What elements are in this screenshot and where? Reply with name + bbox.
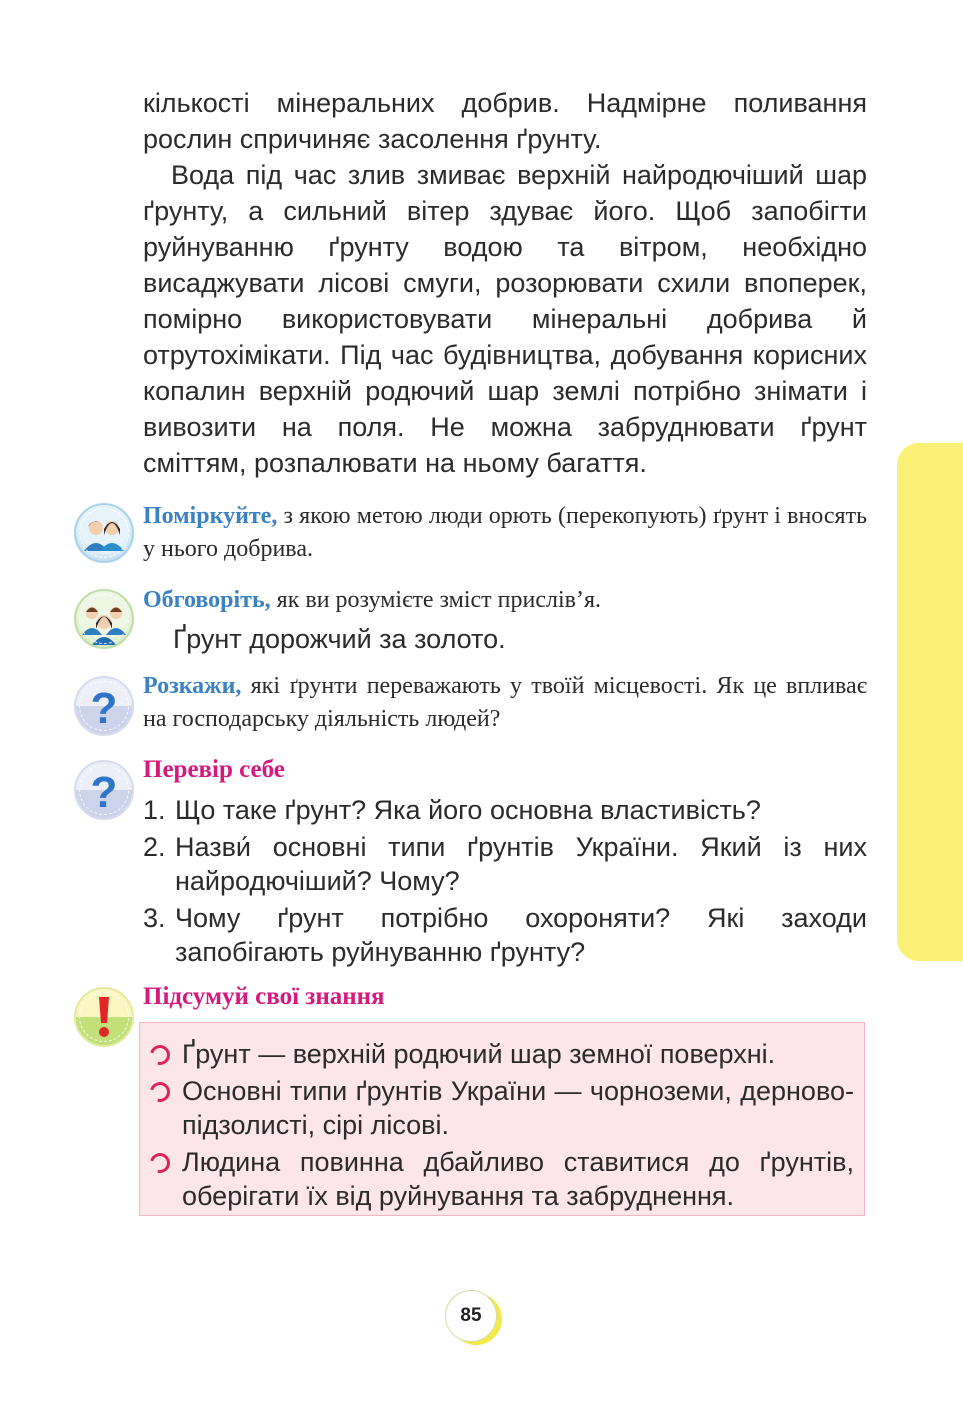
list-item: Основні типи ґрунтів України — чорноземи, дерново-підзолисті, сірі лісові. xyxy=(140,1074,854,1142)
summary-heading: Підсумуй свої знання xyxy=(143,983,385,1010)
pupils-group-icon xyxy=(74,589,134,649)
task-text: які ґрунти переважають у твоїй місцевості. Як це впливає на господарську діяльність людей? xyxy=(143,673,867,732)
check-questions xyxy=(143,793,867,972)
yellow-page-tab xyxy=(897,443,963,961)
task-tell xyxy=(143,670,867,736)
list-item: Ґрунт — верхній родючий шар земної поверхні. xyxy=(140,1037,854,1071)
exclamation-mark-icon xyxy=(74,987,134,1047)
task-text: як ви розумієте зміст прислів’я. xyxy=(276,587,601,613)
svg-text:?: ? xyxy=(90,684,118,733)
paragraph: Вода під час злив змиває верхній найродючіший шар ґрунту, а сильний вітер здуває його. Щоб запобігти руйнуванню ґрунту водою та вітром, необхідно висаджувати лісові смуги, розорювати схили впоперек, помірно використовувати мінеральні добрива й отрутохімікати. Під час будівництва, добування корисних копалин верхній родючий шар землі потрібно знімати і вивозити на поля. Не можна забруднювати ґрунт сміттям, розпалювати на ньому багаття. xyxy=(143,160,867,478)
page-number-badge xyxy=(445,1290,503,1346)
task-think xyxy=(143,500,867,566)
bullet-icon xyxy=(146,1041,173,1068)
task-lead: Поміркуйте, xyxy=(143,503,278,529)
task-discuss xyxy=(143,584,867,657)
list-item: 1. Що таке ґрунт? Яка його основна властивість? xyxy=(143,795,761,825)
list-item: Людина повинна дбайливо ставитися до ґрунтів, оберігати їх від руйнування та забруднення. xyxy=(140,1145,854,1213)
bullet-icon xyxy=(146,1149,173,1176)
list-item: 3. Чому ґрунт потрібно охороняти? Які заходи запобігають руйнуванню ґрунту? xyxy=(143,903,867,967)
task-lead: Обговоріть, xyxy=(143,587,271,613)
check-yourself-heading: Перевір себе xyxy=(143,756,285,783)
task-lead: Розкажи, xyxy=(143,673,242,699)
svg-text:?: ? xyxy=(90,768,118,817)
list-item: 2. Назви́ основні типи ґрунтів України. Який із них найродючіший? Чому? xyxy=(143,832,867,896)
bullet-icon xyxy=(146,1078,173,1105)
summary-list xyxy=(140,1023,864,1213)
proverb: Ґрунт дорожчий за золото. xyxy=(173,624,506,654)
question-mark-icon xyxy=(74,760,134,820)
pupils-pair-icon xyxy=(74,503,134,563)
body-text xyxy=(143,85,867,481)
summary-box xyxy=(139,1022,865,1216)
question-mark-icon xyxy=(74,676,134,736)
page-number: 85 xyxy=(445,1290,497,1342)
paragraph: кількості мінеральних добрив. Надмірне поливання рослин спричиняє засолення ґрунту. xyxy=(143,88,867,154)
task-text: з якою метою люди орють (перекопують) ґрунт і вносять у нього добрива. xyxy=(143,503,868,562)
